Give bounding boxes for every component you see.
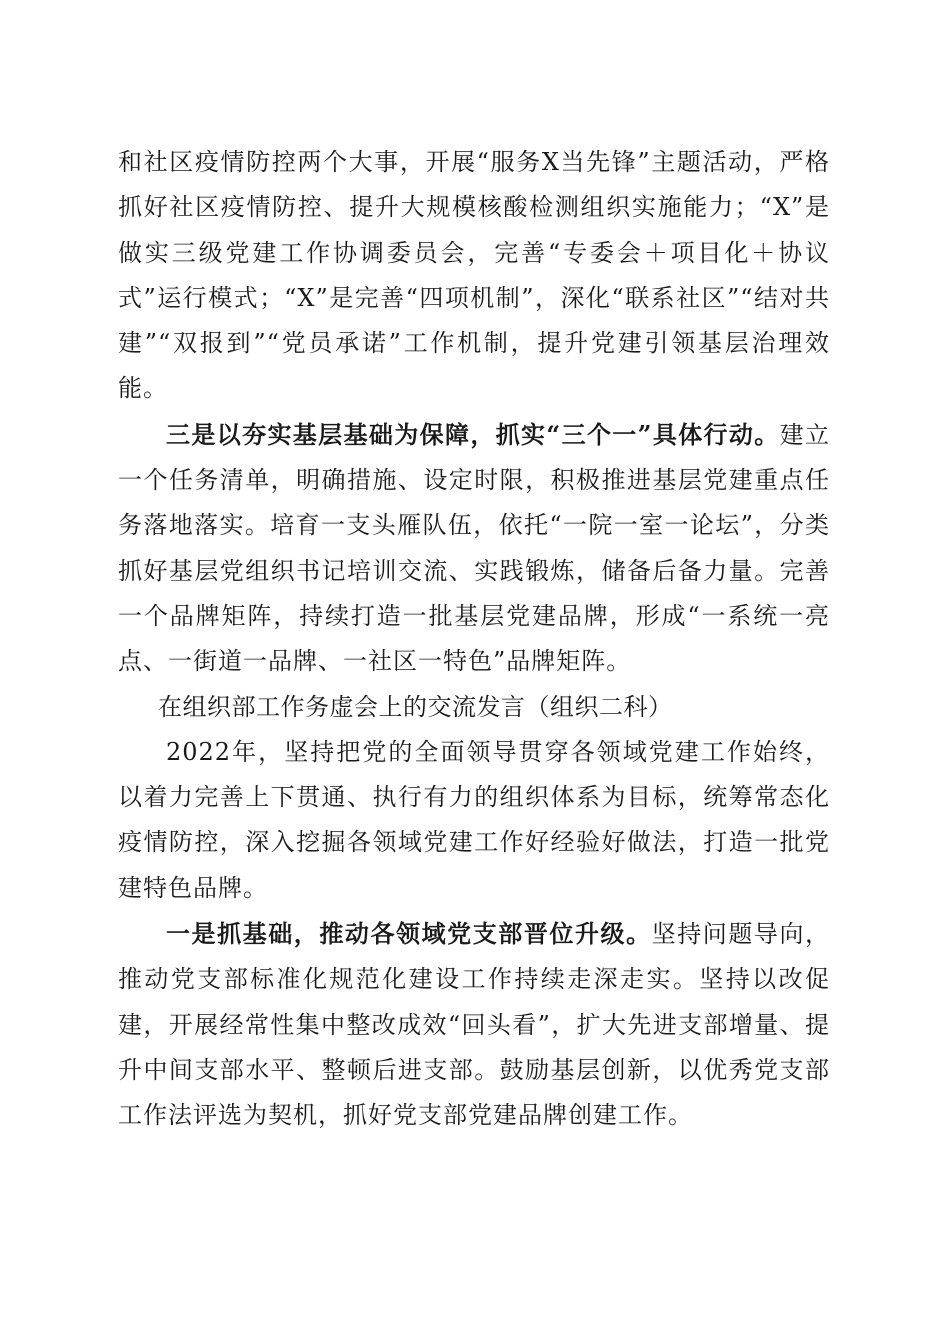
paragraph-text: 坚持问题导向，推动党支部标准化规范化建设工作持续走深走实。坚持以改促建，开展经常性集中整改成效“回头看”，扩大先进支部增量、提升中间支部水平、整顿后进支部。鼓励基层创新，以优秀党支部工作法评选为契机，抓好党支部党建品牌创建工作。 — [118, 920, 831, 1130]
paragraph-text: 和社区疫情防控两个大事，开展“服务X当先锋”主题活动，严格抓好社区疫情防控、提升大规模核酸检测组织实施能力；“X”是做实三级党建工作协调委员会，完善“专委会＋项目化＋协议式”运行模式；“X”是完善“四项机制”，深化“联系社区”“结对共建”“双报到”“党员承诺”工作机制，提升党建引领基层治理效能。 — [118, 148, 830, 403]
paragraph-text: 建立一个任务清单，明确措施、设定时限，积极推进基层党建重点任务落地落实。培育一支头雁队伍，依托“一院一室一论坛”，分类抓好基层党组织书记培训交流、实践锻炼，储备后备力量。完善一个品牌矩阵，持续打造一批基层党建品牌，形成“一系统一亮点、一街道一品牌、一社区一特色”品牌矩阵。 — [118, 420, 831, 676]
speech-title: 在组织部工作务虚会上的交流发言（组织二科） — [158, 692, 673, 721]
paragraph-lead: 一是抓基础，推动各领域党支部晋位升级。 — [166, 919, 652, 949]
document-body — [118, 140, 830, 1139]
paragraph-three-one-actions — [118, 412, 830, 685]
paragraph-continued — [118, 140, 830, 412]
paragraph-2022-summary — [118, 730, 830, 911]
paragraph-lead: 三是以夯实基层基础为保障，抓实“三个一”具体行动。 — [166, 419, 780, 449]
paragraph-foundation — [118, 911, 830, 1138]
paragraph-text: 2022年，坚持把党的全面领导贯穿各领域党建工作始终，以着力完善上下贯通、执行有力的组织体系为目标，统筹常态化疫情防控，深入挖掘各领域党建工作好经验好做法，打造一批党建特色品牌。 — [118, 737, 830, 902]
